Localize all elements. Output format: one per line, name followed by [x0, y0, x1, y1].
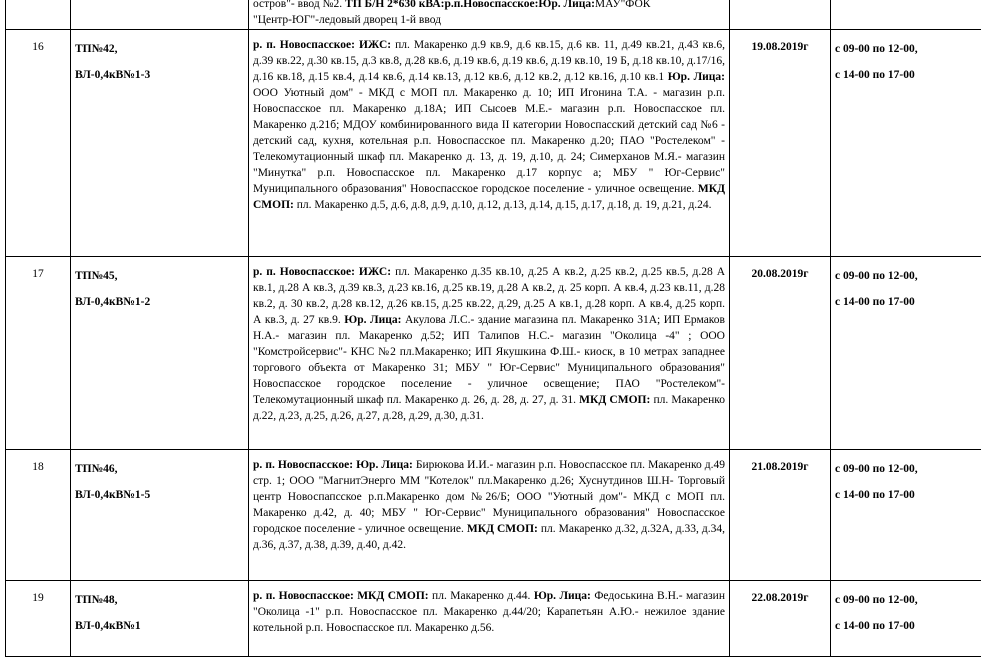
row-number: 16	[6, 30, 71, 257]
legal-entities-list: Бирюкова И.И.- магазин р.п. Новоспасское пл. Макаренко д.49 стр. 1; ООО "МагнитЭнерго ММ "Котелок" пл.Макаренко д.26; Хуснутдинов Ш.Н- Торговый центр Новоспапсское р.п.Макаренко дом №26/Б; ООО "Уютный дом"- МКД с МОП пл. Макаренко д.42, д. 40; МБУ " Юг-Сервис" Муниципального образования" Новоспасское городское поселение - уличное освещение.	[253, 459, 725, 535]
power-line: ВЛ-0,4кВ№1-5	[75, 487, 244, 503]
time-cell	[831, 257, 981, 450]
place-label: р. п. Новоспасское: ИЖС:	[253, 266, 391, 278]
apartment-buildings-label: МКД СМОП:	[253, 183, 725, 211]
substation-name: ТП№45,	[75, 268, 244, 284]
address-cell	[249, 30, 730, 257]
address-text: остров"- ввод №2.	[253, 0, 345, 10]
substation-cell	[71, 30, 249, 257]
substation-label: ТП Б/Н 2*630 кВА:	[345, 0, 444, 10]
legal-entities-list: ООО Уютный дом" - МКД с МОП пл. Макаренко д. 10; ИП Игонина Т.А. - магазин р.п. Новоспасское пл. Макаренко д.18А; ИП Сысоев М.Е.- магазин р.п. Новоспасское пл. Макаренко д.21б; МДОУ комбинированного вида II категории Новоспасский детский сад №6 - детский сад, кухня, котельная р.п. Новоспасское пл. Макаренко д.20; ПАО "Ростелеком" - Телекомутационный шкаф пл. Макаренко д. 13, д. 19, д.10, д. 24; Симерханов М.Я.- магазин "Минутка" р.п. Новоспасское пл. Макаренко д.17 корпус а; МБУ " Юг-Сервис" Муниципального образования" Новоспасское городское поселение - уличное освещение.	[253, 87, 725, 195]
address-cell	[249, 581, 730, 657]
time-window-morning: с 09-00 по 12-00,	[835, 592, 978, 608]
time-cell	[831, 450, 981, 581]
legal-entities-list: Акулова Л.С.- здание магазина пл. Макаренко 31А; ИП Ермаков Н.А.- магазин пл. Макаренко д.52; ИП Талипов Н.С.- магазин "Околица -4" ; ООО "Комстройсервис"- КНС №2 пл.Макаренко; ИП Якушкина Ф.Ш.- киоск, в 10 метрах западнее торгового объекта от Макаренко 31; МБУ " Юг-Сервис" Муниципального образования" Новоспасское городское поселение - уличное освещение; ПАО "Ростелеком"- Телекомутационный шкаф пл. Макаренко д. 26, д. 28, д. 27, д. 31.	[253, 314, 725, 406]
time-window-afternoon: с 14-00 по 17-00	[835, 67, 978, 83]
address-cell	[249, 450, 730, 581]
time-window-afternoon: с 14-00 по 17-00	[835, 294, 978, 310]
table-row	[6, 581, 981, 657]
row-number: 19	[6, 581, 71, 657]
outage-date: 21.08.2019г	[730, 450, 831, 581]
row-number: 18	[6, 450, 71, 581]
substation-name: ТП№42,	[75, 41, 244, 57]
outage-date: 22.08.2019г	[730, 581, 831, 657]
power-line: ВЛ-0,4кВ№1-2	[75, 294, 244, 310]
table-row	[6, 257, 981, 450]
address-text: "Центр-ЮГ"-ледовый дворец 1-й ввод	[253, 14, 441, 26]
legal-entities-label: Юр. Лица:	[534, 590, 591, 602]
time-cell	[831, 581, 981, 657]
table-row	[6, 30, 981, 257]
time-window-afternoon: с 14-00 по 17-00	[835, 487, 978, 503]
address-cell	[249, 257, 730, 450]
substation-cell	[71, 257, 249, 450]
power-line: ВЛ-0,4кВ№1-3	[75, 67, 244, 83]
substation-name: ТП№46,	[75, 461, 244, 477]
apartment-buildings-list: пл. Макаренко д.22, д.23, д.25, д.26, д.27, д.28, д.29, д.30, д.31.	[253, 394, 725, 422]
substation-cell	[71, 450, 249, 581]
substation-name: ТП№48,	[75, 592, 244, 608]
row-number-cell	[6, 0, 71, 30]
substation-cell	[71, 0, 249, 30]
place-label: р. п. Новоспасское: Юр. Лица:	[253, 459, 413, 471]
time-cell	[831, 0, 981, 30]
power-line: ВЛ-0,4кВ№1	[75, 618, 244, 634]
substation-cell	[71, 581, 249, 657]
date-cell	[730, 0, 831, 30]
private-houses-list: пл. Макаренко д.35 кв.10, д.25 А кв.2, д.25 кв.2, д.25 кв.5, д.28 А кв.1, д.28 А кв.3, д.39 кв.3, д.23 кв.16, д.25 кв.19, д.28 А кв.2, д. 25 корп. А кв.4, д.23 кв.11, д.28 кв.2, д. 30 кв.2, д.28 кв.12, д.26 кв.15, д.25 кв.22, д.29, д.25 А кв.1, д.28 корп. А кв.4, д.25 корп. А кв.3, д. 27 кв.9.	[253, 266, 725, 326]
address-text: МАУ"ФОК	[595, 0, 651, 10]
legal-entities-label: Юр. Лица:	[344, 314, 401, 326]
time-cell	[831, 30, 981, 257]
time-window-morning: с 09-00 по 12-00,	[835, 268, 978, 284]
apartment-buildings-label: МКД СМОП:	[467, 523, 538, 535]
private-houses-list: пл. Макаренко д.9 кв.9, д.6 кв.15, д.6 кв. 11, д.49 кв.21, д.43 кв.6, д.39 кв.22, д.30 кв.15, д.3 кв.8, д.28 кв.6, д.19 кв.6, д.19 кв.6, д.19 кв.10, 19 Б, д.18 кв.10, д.17/16, д.16 кв.18, д.15 кв.4, д.14 кв.6, д.14 кв.13, д.12 кв.6, д.12 кв.2, д.12 кв.16, д.10 кв.1	[253, 39, 725, 83]
table-row	[6, 450, 981, 581]
legal-entities-list: Федоськина В.Н.- магазин "Околица -1" р.п. Новоспасское пл. Макаренко д.44/20; Карапетьян А.Ю.- нежилое здание котельной р.п. Новоспасское пл. Макаренко д.56.	[253, 590, 725, 634]
row-number: 17	[6, 257, 71, 450]
address-cell	[249, 0, 730, 30]
outage-schedule-table	[5, 0, 981, 657]
time-window-morning: с 09-00 по 12-00,	[835, 41, 978, 57]
table-row	[6, 0, 981, 30]
place-label: р.п.Новоспасское:	[445, 0, 539, 10]
place-label: р. п. Новоспасское: ИЖС:	[253, 39, 391, 51]
time-window-afternoon: с 14-00 по 17-00	[835, 618, 978, 634]
outage-date: 20.08.2019г	[730, 257, 831, 450]
place-label: р. п. Новоспасское: МКД СМОП:	[253, 590, 429, 602]
outage-date: 19.08.2019г	[730, 30, 831, 257]
legal-entities-label: Юр. Лица:	[538, 0, 595, 10]
apartment-buildings-list: пл. Макаренко д.44.	[429, 590, 534, 602]
apartment-buildings-list: пл. Макаренко д.5, д.6, д.8, д.9, д.10, д.12, д.13, д.14, д.15, д.17, д.18, д. 19, д.21, д.24.	[294, 199, 712, 211]
apartment-buildings-list: пл. Макаренко д.32, д.32А, д.33, д.34, д.36, д.37, д.38, д.39, д.40, д.42.	[253, 523, 725, 551]
time-window-morning: с 09-00 по 12-00,	[835, 461, 978, 477]
apartment-buildings-label: МКД СМОП:	[579, 394, 650, 406]
legal-entities-label: Юр. Лица:	[668, 71, 725, 83]
